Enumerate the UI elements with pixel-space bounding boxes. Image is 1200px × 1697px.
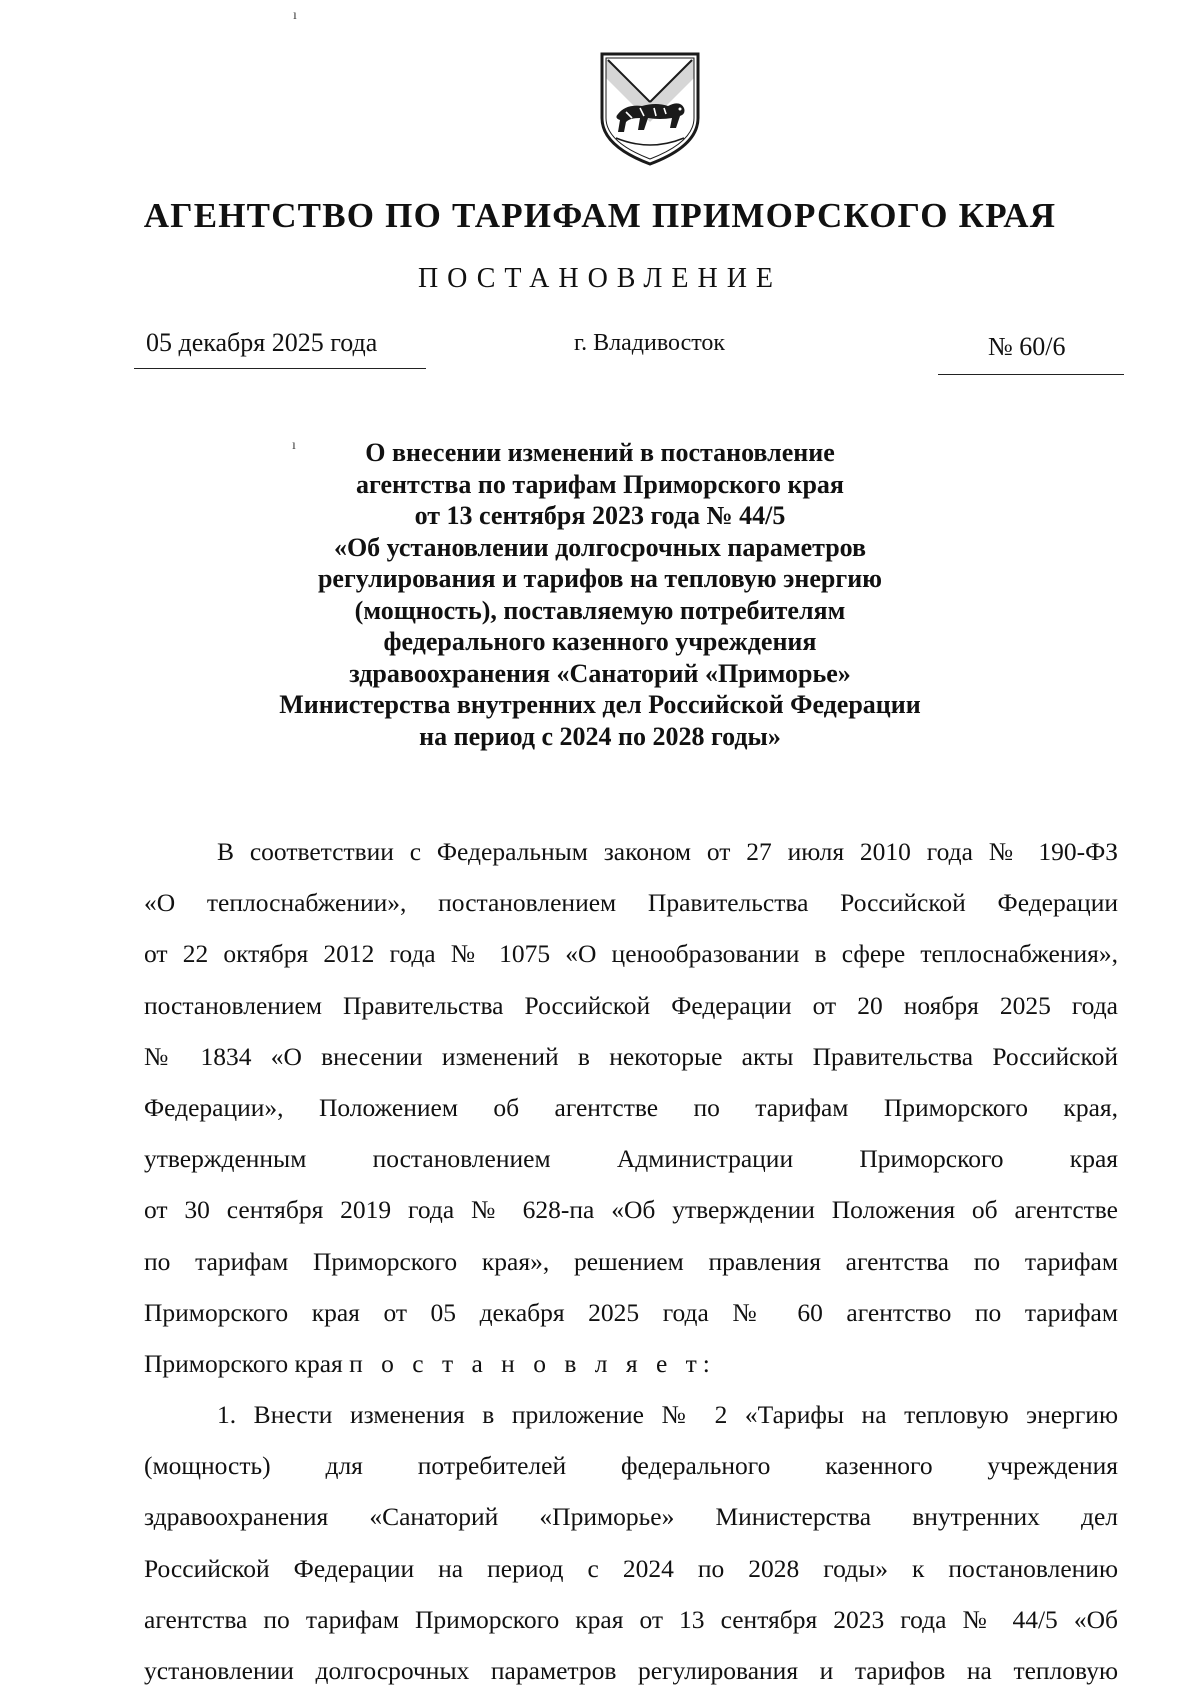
preamble-line: № 1834 «О внесении изменений в некоторые акты Правительства Российской xyxy=(144,1041,1118,1071)
preamble-line: Приморского края от 05 декабря 2025 года № 60 агентство по тарифам xyxy=(144,1297,1118,1327)
preamble-line: Федерации», Положением об агентстве по тарифам Приморского края, xyxy=(144,1092,1118,1122)
agency-name: АГЕНТСТВО ПО ТАРИФАМ ПРИМОРСКОГО КРАЯ xyxy=(143,196,1057,235)
preamble-last: Приморского края xyxy=(144,1348,343,1378)
title-line: здравоохранения «Санаторий «Приморье» xyxy=(349,658,851,688)
document-body xyxy=(144,826,1118,1696)
preamble-line: В соответствии с Федеральным законом от 27 июля 2010 года № 190-ФЗ xyxy=(217,837,1118,866)
preamble-line: от 22 октября 2012 года № 1075 «О ценообразовании в сфере теплоснабжения», xyxy=(144,939,1118,969)
item1-line: установлении долгосрочных параметров регулирования и тарифов на тепловую xyxy=(144,1656,1118,1685)
title-line: О внесении изменений в постановление xyxy=(365,438,835,467)
title-line: федерального казенного учреждения xyxy=(383,627,817,656)
title-line: регулирования и тарифов на тепловую энергию xyxy=(317,564,883,593)
number-underline xyxy=(938,374,1124,375)
coat-of-arms-emblem xyxy=(596,48,704,168)
preamble-line: постановлением Правительства Российской Федерации от 20 ноября 2025 года xyxy=(144,990,1118,1020)
title-line: «Об установлении долгосрочных параметров xyxy=(333,532,867,562)
preamble-closing-line xyxy=(144,1338,1118,1389)
item1-line: Российской Федерации на период с 2024 по 2028 годы» к постановлению xyxy=(144,1553,1118,1583)
preamble-line: по тарифам Приморского края», решением правления агентства по тарифам xyxy=(144,1246,1118,1276)
title-line: от 13 сентября 2023 года № 44/5 xyxy=(414,501,786,530)
title-line: агентства по тарифам Приморского края xyxy=(356,469,844,499)
document-date: 05 декабря 2025 года xyxy=(146,328,378,357)
scan-artifact: ı xyxy=(293,8,297,23)
scan-artifact: ı xyxy=(292,438,296,453)
item1-line: 1. Внести изменения в приложение № 2 «Тарифы на тепловую энергию xyxy=(217,1400,1118,1430)
item1-line: агентства по тарифам Приморского края от 13 сентября 2023 года № 44/5 «Об xyxy=(144,1604,1118,1634)
item1-line: здравоохранения «Санаторий «Приморье» Министерства внутренних дел xyxy=(144,1502,1118,1532)
preamble-line: утвержденным постановлением Администрации Приморского края xyxy=(144,1144,1118,1174)
title-line: (мощность), поставляемую потребителям xyxy=(354,595,846,625)
preamble-line: «О теплоснабжении», постановлением Правительства Российской Федерации xyxy=(144,888,1118,918)
resolves-word: п о с т а н о в л я е т: xyxy=(349,1348,716,1378)
title-line: на период с 2024 по 2028 годы» xyxy=(419,721,781,751)
item1-line: (мощность) для потребителей федерального казенного учреждения xyxy=(144,1451,1118,1481)
title-line: Министерства внутренних дел Российской Федерации xyxy=(279,690,921,719)
document-type: ПОСТАНОВЛЕНИЕ xyxy=(417,263,783,294)
document-number: № 60/6 xyxy=(988,332,1066,361)
preamble-line: от 30 сентября 2019 года № 628-па «Об утверждении Положения об агентстве xyxy=(144,1195,1118,1225)
document-city: г. Владивосток xyxy=(574,330,726,356)
date-underline xyxy=(134,368,426,369)
document-title xyxy=(200,437,1000,752)
